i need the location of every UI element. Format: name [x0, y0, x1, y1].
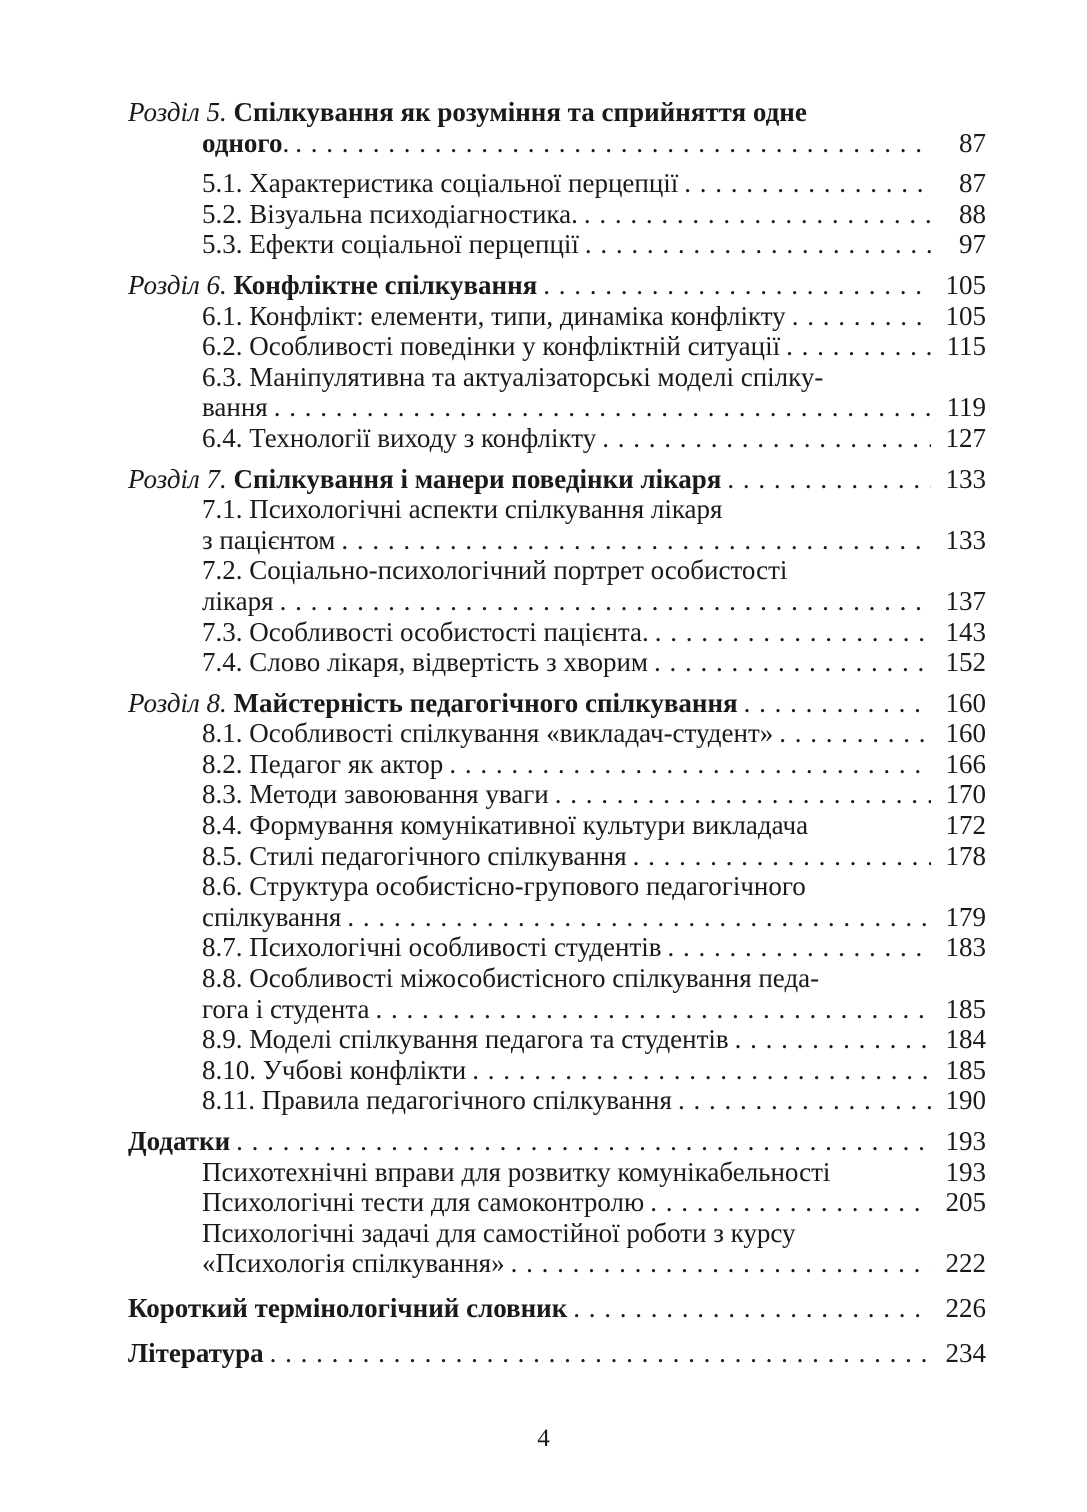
toc-entry-row	[128, 525, 986, 556]
toc-entry	[128, 525, 986, 556]
toc-entry-text: 8.1. Особливості спілкування «викладач-студент»	[202, 718, 774, 749]
toc-entry	[128, 392, 986, 423]
toc-entry-text: 8.2. Педагог як актор	[202, 748, 444, 779]
toc-entry-row	[128, 168, 986, 199]
toc-entry-text: Додатки	[128, 1126, 231, 1156]
toc-entry	[128, 168, 986, 199]
toc-entry-title	[128, 688, 738, 719]
toc-entry-title	[202, 494, 722, 525]
toc-page-number: 133	[945, 524, 986, 555]
toc-entry-title	[202, 229, 579, 260]
dot-leader	[655, 617, 931, 648]
toc-entry-row	[128, 555, 986, 586]
toc-entry	[128, 464, 986, 495]
toc-entry	[128, 1024, 986, 1055]
dot-leader	[602, 423, 931, 454]
toc-entry-row	[128, 1085, 986, 1116]
toc-entry	[128, 229, 986, 260]
toc-page-number: 143	[945, 616, 986, 647]
toc-entry-title	[128, 270, 537, 301]
dot-leader	[779, 718, 931, 749]
toc-entry-text: лікаря	[202, 585, 274, 616]
dot-leader	[341, 525, 931, 556]
toc-entry-row	[128, 494, 986, 525]
dot-leader	[792, 301, 931, 332]
toc-entry-row	[128, 1338, 986, 1369]
toc-page-number: 160	[945, 687, 986, 718]
dot-leader	[280, 586, 931, 617]
toc-page-number: 185	[945, 1054, 986, 1085]
toc-entry-row	[128, 1055, 986, 1086]
toc-entry-text: 6.3. Маніпулятивна та актуалізаторські моделі спілку-	[202, 361, 824, 392]
toc-entry-row	[128, 779, 986, 810]
dot-leader	[511, 1248, 931, 1279]
toc-entry-text: з пацієнтом	[202, 524, 336, 555]
toc-entry-row	[128, 1157, 986, 1188]
toc-entry-text: Психотехнічні вправи для розвитку комунікабельності	[202, 1156, 831, 1187]
toc-entry-row	[128, 199, 986, 230]
toc-page-number: 226	[945, 1292, 986, 1323]
toc-entry-text: 8.6. Структура особистісно-групового педагогічного	[202, 871, 806, 902]
toc-entry-title	[202, 128, 289, 159]
toc-entry-title	[202, 1157, 830, 1188]
toc-entry	[128, 841, 986, 872]
toc-entry-title	[202, 301, 786, 332]
toc-entry-text: 8.7. Психологічні особливості студентів	[202, 932, 662, 963]
toc-entry-title	[202, 1024, 729, 1055]
toc-page-number: 97	[959, 229, 986, 260]
toc-page-number: 184	[945, 1024, 986, 1055]
toc-page-number: 133	[945, 463, 986, 494]
toc-entry-row	[128, 97, 986, 128]
toc-page-number: 127	[945, 422, 986, 453]
dot-leader	[786, 331, 931, 362]
dot-leader	[744, 688, 931, 719]
dot-leader	[573, 1293, 931, 1324]
toc-entry-title	[202, 586, 274, 617]
section-label: Розділ 8.	[128, 687, 234, 718]
dot-leader	[449, 749, 931, 780]
toc-entry	[128, 902, 986, 933]
toc-page-number: 178	[945, 840, 986, 871]
toc-entry-title	[202, 168, 678, 199]
dot-leader	[375, 994, 931, 1025]
toc-entry-row	[128, 932, 986, 963]
toc-entry-title	[202, 932, 662, 963]
dot-leader	[236, 1126, 931, 1157]
toc-page-number: 222	[945, 1248, 986, 1279]
toc-entry-title	[202, 902, 341, 933]
toc-entry-row	[128, 902, 986, 933]
toc-page-number: 105	[945, 300, 986, 331]
toc-entry-text: 7.4. Слово лікаря, відвертість з хворим	[202, 647, 649, 678]
section-label: Розділ 6.	[128, 269, 234, 300]
toc-entry	[128, 1293, 986, 1324]
toc-entry-title	[202, 718, 773, 749]
toc-entry	[128, 749, 986, 780]
toc-entry-text: спілкування	[202, 901, 342, 932]
toc-entry-title	[128, 1293, 567, 1324]
toc-page-number: 183	[945, 932, 986, 963]
toc-entry-row	[128, 810, 986, 841]
toc-entry-text: Література	[128, 1337, 264, 1368]
toc-entry-text: 6.2. Особливості поведінки у конфліктній ситуації	[202, 331, 781, 362]
dot-leader	[650, 1187, 931, 1218]
toc-entry	[128, 994, 986, 1025]
toc-entry	[128, 270, 986, 301]
toc-entry-row	[128, 1293, 986, 1324]
toc-entry-title	[202, 871, 806, 902]
toc-entry-row	[128, 1187, 986, 1218]
toc-entry-title	[202, 963, 819, 994]
toc-page-number: 87	[959, 168, 986, 199]
toc-entry-row	[128, 617, 986, 648]
toc-entry-text: Спілкування і манери поведінки лікаря	[233, 463, 722, 494]
toc-entry-text: 5.1. Характеристика соціальної перцепції	[202, 168, 679, 199]
toc-entry	[128, 1085, 986, 1116]
toc-entry	[128, 362, 986, 393]
toc-entry	[128, 688, 986, 719]
dot-leader	[735, 1024, 931, 1055]
toc-entry	[128, 494, 986, 525]
toc-entry-text: Спілкування як розуміння та сприйняття одне	[233, 97, 807, 127]
toc-entry-row	[128, 1024, 986, 1055]
toc-entry	[128, 586, 986, 617]
toc-page-number: 205	[945, 1187, 986, 1218]
toc-entry-title	[202, 525, 335, 556]
toc-entry	[128, 779, 986, 810]
toc-entry-title	[202, 779, 549, 810]
toc-entry-text: 7.1. Психологічні аспекти спілкування лікаря	[202, 494, 723, 525]
toc-entry-row	[128, 229, 986, 260]
toc-entry-row	[128, 871, 986, 902]
toc-page-number: 172	[945, 810, 986, 841]
toc-entry-text: Короткий термінологічний словник	[128, 1292, 568, 1323]
dot-leader	[274, 392, 931, 423]
toc-entry-title	[202, 1055, 466, 1086]
toc-entry	[128, 718, 986, 749]
section-label: Розділ 5.	[128, 97, 234, 127]
toc-entry-text: одного	[202, 127, 283, 158]
dot-leader	[684, 168, 931, 199]
toc-entry-title	[202, 1248, 505, 1279]
toc-entry-text: Психологічні задачі для самостійної роботи з курсу	[202, 1217, 796, 1248]
toc-entry-title	[202, 749, 443, 780]
toc-entry-row	[128, 963, 986, 994]
toc-entry-title	[202, 617, 649, 648]
toc-entry-title	[202, 1187, 644, 1218]
toc-entry-text: .	[282, 127, 290, 158]
toc-page-number: 152	[945, 647, 986, 678]
toc-entry-row	[128, 841, 986, 872]
toc-entry-title	[202, 392, 268, 423]
toc-entry-text: 8.10. Учбові конфлікти	[202, 1054, 467, 1085]
toc-page-number: 193	[945, 1126, 986, 1156]
dot-leader	[585, 229, 931, 260]
toc-entry-row	[128, 464, 986, 495]
toc-entry	[128, 1187, 986, 1218]
toc-page-number: 185	[945, 993, 986, 1024]
dot-leader	[472, 1055, 931, 1086]
toc-page-number: 166	[945, 748, 986, 779]
toc-page-number: 193	[945, 1156, 986, 1187]
toc-entry	[128, 128, 986, 159]
toc-entry	[128, 555, 986, 586]
toc-entry-title	[128, 464, 721, 495]
toc-entry	[128, 871, 986, 902]
toc-entry-title	[128, 97, 807, 128]
toc-entry-title	[202, 555, 787, 586]
toc-entry	[128, 932, 986, 963]
toc-entry-text: гога і студента	[202, 993, 370, 1024]
toc-entry	[128, 1126, 986, 1157]
toc-entry-text: 8.3. Методи завоювання уваги	[202, 779, 549, 810]
toc-entry-row	[128, 1126, 986, 1157]
toc-entry-text: Майстерність педагогічного спілкування	[233, 687, 738, 718]
toc-page-number: 87	[959, 127, 986, 158]
toc-entry-title	[202, 423, 596, 454]
toc-page-number: 88	[959, 198, 986, 229]
dot-leader	[727, 464, 931, 495]
toc-entry-row	[128, 994, 986, 1025]
toc-entry-row	[128, 586, 986, 617]
toc-entry-row	[128, 1218, 986, 1249]
toc-entry-title	[128, 1338, 264, 1369]
toc-entry	[128, 301, 986, 332]
toc-entry	[128, 1248, 986, 1279]
toc-entry-title	[202, 994, 369, 1025]
dot-leader	[347, 902, 931, 933]
toc-entry	[128, 199, 986, 230]
toc-page-number: 115	[946, 331, 986, 362]
toc-entry-text: 6.4. Технології виходу з конфлікту	[202, 422, 597, 453]
toc-page-number: 137	[945, 585, 986, 616]
toc-entry-text: 8.11. Правила педагогічного спілкування	[202, 1085, 672, 1116]
toc-entry-text: 5.2. Візуальна психодіагностика.	[202, 198, 578, 229]
toc-entry-row	[128, 270, 986, 301]
toc-page-number: 190	[945, 1085, 986, 1116]
dot-leader	[654, 647, 931, 678]
toc-entry-row	[128, 688, 986, 719]
dot-leader	[584, 199, 931, 230]
toc-page-number: 179	[945, 901, 986, 932]
page-number: 4	[537, 1425, 550, 1452]
toc-entry-row	[128, 647, 986, 678]
toc-entry	[128, 963, 986, 994]
toc-entry-text: 8.8. Особливості міжособистісного спілкування педа-	[202, 963, 820, 994]
toc-entry-title	[202, 331, 780, 362]
toc-entry-row	[128, 331, 986, 362]
toc-entry-text: «Психологія спілкування»	[202, 1248, 505, 1279]
toc-entry-row	[128, 718, 986, 749]
toc-entry-text: Психологічні тести для самоконтролю	[202, 1187, 645, 1218]
toc-entry-title	[202, 810, 808, 841]
toc-entry	[128, 810, 986, 841]
toc-entry-text: 5.3. Ефекти соціальної перцепції	[202, 229, 579, 260]
section-label: Розділ 7.	[128, 463, 234, 494]
toc-entry-title	[202, 841, 627, 872]
toc-entry	[128, 423, 986, 454]
toc-entry-text: 7.2. Соціально-психологічний портрет особистості	[202, 555, 788, 586]
toc-entry-row	[128, 423, 986, 454]
toc-entry-title	[202, 362, 823, 393]
toc-entry-text: Конфліктне спілкування	[233, 269, 538, 300]
dot-leader	[543, 270, 931, 301]
toc-entry-row	[128, 301, 986, 332]
toc-entry-title	[202, 1085, 672, 1116]
toc-entry-row	[128, 128, 986, 159]
toc-entry	[128, 331, 986, 362]
toc-entry-title	[202, 199, 578, 230]
toc-entry-text: 8.4. Формування комунікативної культури викладача	[202, 810, 809, 841]
toc-entry-row	[128, 1248, 986, 1279]
toc-entry-title	[128, 1126, 230, 1157]
toc-entry	[128, 1157, 986, 1188]
toc-entry	[128, 1055, 986, 1086]
toc-page-number: 160	[945, 718, 986, 749]
dot-leader	[295, 128, 931, 159]
dot-leader	[668, 932, 932, 963]
toc-entry	[128, 647, 986, 678]
dot-leader	[270, 1338, 931, 1369]
toc-entry-row	[128, 749, 986, 780]
toc-entry-text: 8.9. Моделі спілкування педагога та студентів	[202, 1024, 729, 1055]
toc-entry-row	[128, 362, 986, 393]
toc-entry-title	[202, 647, 648, 678]
toc-entry-title	[202, 1218, 796, 1249]
dot-leader	[633, 841, 931, 872]
toc-entry	[128, 617, 986, 648]
toc-entry-text: 8.5. Стилі педагогічного спілкування	[202, 840, 627, 871]
toc-entry-row	[128, 392, 986, 423]
toc-entry-text: вання	[202, 392, 268, 423]
toc-page-number: 119	[946, 392, 986, 423]
toc-page-number: 170	[945, 779, 986, 810]
toc-page-number: 234	[945, 1337, 986, 1368]
toc-entry-text: 6.1. Конфлікт: елементи, типи, динаміка конфлікту	[202, 300, 786, 331]
dot-leader	[678, 1085, 931, 1116]
toc-page-number: 105	[945, 269, 986, 300]
table-of-contents	[128, 97, 986, 1368]
toc-entry	[128, 1218, 986, 1249]
toc-entry	[128, 1338, 986, 1369]
dot-leader	[555, 779, 931, 810]
toc-entry	[128, 97, 986, 128]
toc-entry-text: 7.3. Особливості особистості пацієнта.	[202, 616, 649, 647]
